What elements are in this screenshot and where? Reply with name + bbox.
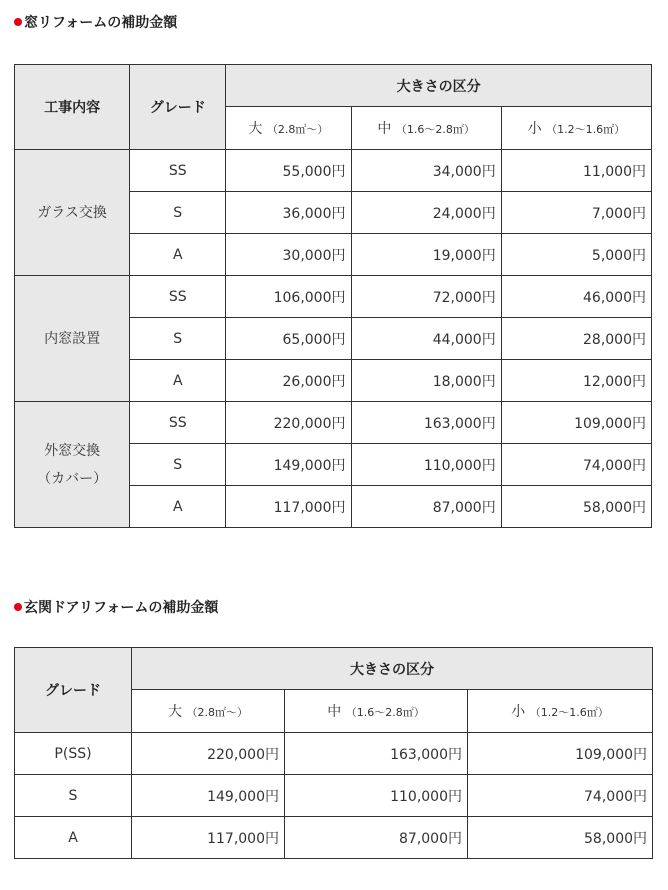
- bullet-icon: [14, 603, 22, 611]
- grade-cell: SS: [130, 276, 226, 318]
- window-subsidy-table: [14, 64, 652, 528]
- value-cell: 28,000円: [501, 318, 651, 360]
- group-label-outer-window: 外窓交換 （カバー）: [15, 402, 130, 528]
- value-cell: 55,000円: [226, 150, 351, 192]
- section-title-door: [14, 597, 218, 617]
- table-row: [15, 733, 653, 775]
- grade-cell: S: [130, 192, 226, 234]
- value-cell: 24,000円: [351, 192, 501, 234]
- grade-cell: S: [15, 775, 132, 817]
- value-cell: 163,000円: [285, 733, 468, 775]
- table-row: [15, 276, 652, 318]
- value-cell: 106,000円: [226, 276, 351, 318]
- table-row: [15, 817, 653, 859]
- header-size-group: 大きさの区分: [226, 65, 652, 107]
- value-cell: 26,000円: [226, 360, 351, 402]
- value-cell: 87,000円: [285, 817, 468, 859]
- grade-cell: S: [130, 318, 226, 360]
- header-size-medium: 中 （1.6〜2.8㎡）: [285, 690, 468, 733]
- value-cell: 163,000円: [351, 402, 501, 444]
- table-row: [15, 775, 653, 817]
- header-size-large: 大 （2.8㎡〜）: [132, 690, 285, 733]
- value-cell: 117,000円: [132, 817, 285, 859]
- value-cell: 72,000円: [351, 276, 501, 318]
- group-label-glass: ガラス交換: [15, 150, 130, 276]
- value-cell: 44,000円: [351, 318, 501, 360]
- header-size-small: 小 （1.2〜1.6㎡）: [468, 690, 653, 733]
- value-cell: 87,000円: [351, 486, 501, 528]
- grade-cell: A: [130, 234, 226, 276]
- door-subsidy-table: [14, 647, 653, 859]
- table-row: [15, 150, 652, 192]
- value-cell: 74,000円: [501, 444, 651, 486]
- grade-cell: P(SS): [15, 733, 132, 775]
- value-cell: 19,000円: [351, 234, 501, 276]
- value-cell: 149,000円: [132, 775, 285, 817]
- value-cell: 220,000円: [226, 402, 351, 444]
- header-grade: グレード: [130, 65, 226, 150]
- value-cell: 58,000円: [468, 817, 653, 859]
- table-header-row: [15, 648, 653, 690]
- grade-cell: A: [130, 486, 226, 528]
- table-row: [15, 402, 652, 444]
- grade-cell: S: [130, 444, 226, 486]
- value-cell: 7,000円: [501, 192, 651, 234]
- bullet-icon: [14, 18, 22, 26]
- group-label-inner-window: 内窓設置: [15, 276, 130, 402]
- value-cell: 74,000円: [468, 775, 653, 817]
- value-cell: 30,000円: [226, 234, 351, 276]
- value-cell: 46,000円: [501, 276, 651, 318]
- value-cell: 11,000円: [501, 150, 651, 192]
- value-cell: 117,000円: [226, 486, 351, 528]
- value-cell: 65,000円: [226, 318, 351, 360]
- header-size-group: 大きさの区分: [132, 648, 653, 690]
- header-size-small: 小 （1.2〜1.6㎡）: [501, 107, 651, 150]
- header-grade: グレード: [15, 648, 132, 733]
- grade-cell: SS: [130, 150, 226, 192]
- grade-cell: A: [15, 817, 132, 859]
- value-cell: 220,000円: [132, 733, 285, 775]
- value-cell: 18,000円: [351, 360, 501, 402]
- section-title-window: [14, 12, 177, 32]
- value-cell: 149,000円: [226, 444, 351, 486]
- header-size-large: 大 （2.8㎡〜）: [226, 107, 351, 150]
- value-cell: 110,000円: [285, 775, 468, 817]
- grade-cell: SS: [130, 402, 226, 444]
- value-cell: 109,000円: [501, 402, 651, 444]
- value-cell: 5,000円: [501, 234, 651, 276]
- value-cell: 34,000円: [351, 150, 501, 192]
- table-header-row: [15, 65, 652, 107]
- value-cell: 110,000円: [351, 444, 501, 486]
- value-cell: 109,000円: [468, 733, 653, 775]
- value-cell: 36,000円: [226, 192, 351, 234]
- section-title-door-text: 玄関ドアリフォームの補助金額: [24, 600, 219, 616]
- grade-cell: A: [130, 360, 226, 402]
- header-work: 工事内容: [15, 65, 130, 150]
- value-cell: 12,000円: [501, 360, 651, 402]
- section-title-window-text: 窓リフォームの補助金額: [24, 15, 178, 31]
- value-cell: 58,000円: [501, 486, 651, 528]
- header-size-medium: 中 （1.6〜2.8㎡）: [351, 107, 501, 150]
